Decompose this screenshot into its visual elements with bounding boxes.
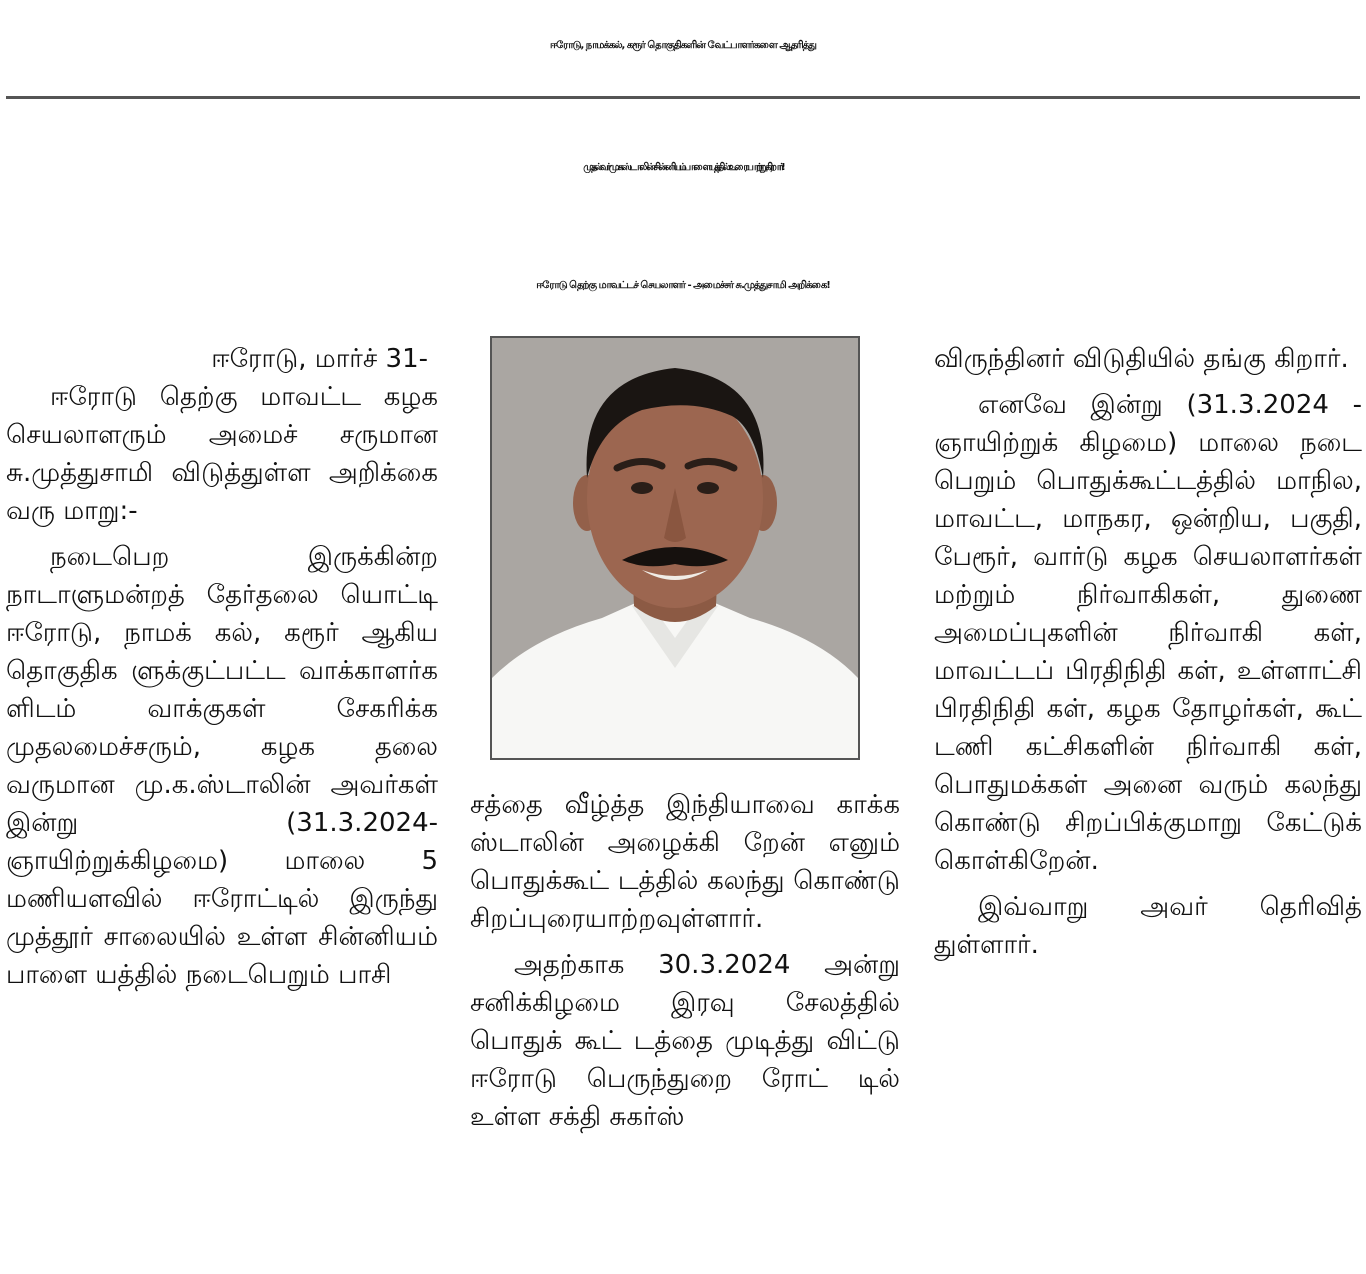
article-paragraph: அதற்காக 30.3.2024 அன்று சனிக்கிழமை இரவு சேலத்தில் பொதுக் கூட் டத்தை முடித்து விட்டு ஈரோடு பெருந்துறை ரோட் டில் உள்ள சக்தி சுகர்ஸ்	[470, 950, 900, 1132]
headline-top: ஈரோடு, நாமக்கல், கரூர் தொகுதிகளின் வேட்பாளர்களை ஆதரித்து	[550, 40, 816, 51]
article-paragraph: எனவே இன்று (31.3.2024 - ஞாயிற்றுக் கிழமை) மாலை நடை பெறும் பொதுக்கூட்டத்தில் மாநில, மாவட்ட, மாநகர, ஒன்றிய, பகுதி, பேரூர், வார்டு கழக செயலாளர்கள் மற்றும் நிர்வாகிகள், துணை அமைப்புகளின் நிர்வாகி கள், மாவட்டப் பிரதிநிதி கள், உள்ளாட்சி பிரதிநிதி கள், கழக தோழர்கள், கூட் டணி கட்சிகளின் நிர்வாகி கள், பொதுமக்கள் அனை வரும் கலந்து கொண்டு சிறப்பிக்குமாறு கேட்டுக் கொள்கிறேன்.	[934, 390, 1362, 876]
article-paragraph: சத்தை வீழ்த்த இந்தியாவை காக்க ஸ்டாலின் அழைக்கி றேன் எனும் பொதுக்கூட் டத்தில் கலந்து கொண்டு சிறப்புரையாற்றவுள்ளார்.	[470, 790, 900, 934]
article-paragraph: விருந்தினர் விடுதியில் தங்கு கிறார்.	[934, 344, 1349, 374]
portrait-illustration	[492, 338, 858, 758]
article-paragraph: இவ்வாறு அவர் தெரிவித் துள்ளார்.	[934, 892, 1362, 960]
dateline: ஈரோடு, மார்ச் 31-	[211, 344, 428, 374]
minister-photo	[490, 336, 860, 760]
article-paragraph: ஈரோடு தெற்கு மாவட்ட கழக செயலாளரும் அமைச் சருமான சு.முத்துசாமி விடுத்துள்ள அறிக்கை வரு மாறு:-	[6, 382, 438, 526]
article-paragraph: நடைபெற இருக்கின்ற நாடாளுமன்றத் தேர்தலை யொட்டி ஈரோடு, நாமக் கல், கரூர் ஆகிய தொகுதிக ளுக்குட்பட்ட வாக்காளர்க ளிடம் வாக்குகள் சேகரிக்க முதலமைச்சரும், கழக தலை வருமான மு.க.ஸ்டாலின் அவர்கள் இன்று (31.3.2024- ஞாயிற்றுக்கிழமை) மாலை 5 மணியளவில் ஈரோட்டில் இருந்து முத்தூர் சாலையில் உள்ள சின்னியம் பாளை யத்தில் நடைபெறும் பாசி	[6, 542, 438, 990]
headline-sub: ஈரோடு தெற்கு மாவட்டச் செயலாளர் - அமைச்சர் சு.முத்துசாமி அறிக்கை!	[536, 280, 830, 291]
headline-main: முதல்வர் மு.க.ஸ்டாலின் சின்னியம்பாளையத்தில் உரையாற்றுகிறார்!	[583, 162, 783, 173]
article-column-2	[470, 786, 900, 1144]
article-column-3	[934, 340, 1362, 972]
headline-divider	[6, 96, 1360, 99]
article-column-1	[6, 340, 438, 1002]
